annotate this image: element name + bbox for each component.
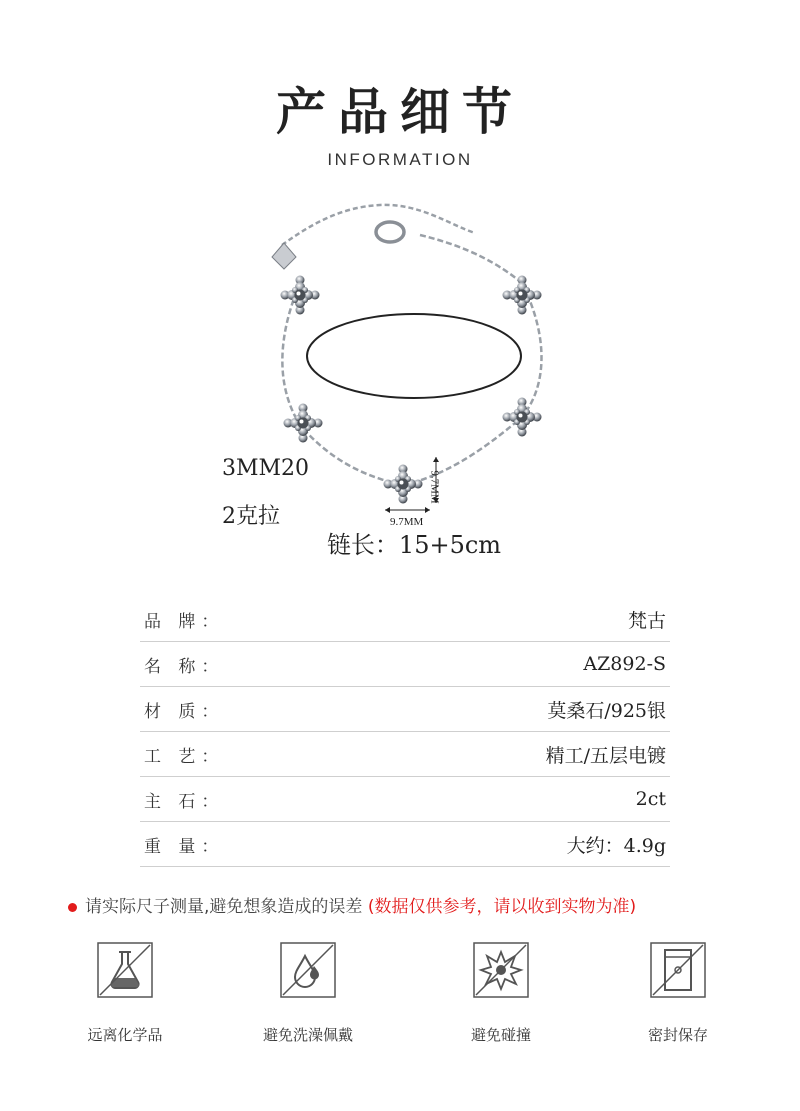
- spec-value: 大约：4.9g: [566, 834, 666, 857]
- impact-burst-icon: [471, 940, 531, 1000]
- care-label: 远离化学品: [87, 1026, 163, 1044]
- spec-key: 名 称：: [144, 656, 225, 677]
- width-dimension: 9.7MM: [390, 516, 424, 528]
- measurement-notice: [68, 892, 768, 917]
- care-label: 密封保存: [647, 1026, 708, 1044]
- care-item-sealed: [598, 940, 758, 1045]
- spec-key: 材 质：: [144, 701, 225, 722]
- bullet-dot-icon: [68, 903, 77, 912]
- spec-value: 精工/五层电镀: [545, 744, 666, 767]
- product-illustration: [0, 185, 800, 559]
- spec-value: 莫桑石/925银: [547, 699, 666, 722]
- spec-row-brand: [140, 597, 670, 642]
- spec-key: 主 石：: [144, 791, 225, 812]
- care-item-water: [228, 940, 388, 1045]
- care-item-chemicals: [45, 940, 205, 1045]
- stone-weight-note: 2克拉: [222, 504, 280, 529]
- spec-key: 工 艺：: [144, 746, 225, 767]
- chemical-flask-icon: [95, 940, 155, 1000]
- height-dimension: 9.7MM: [428, 470, 441, 504]
- page-title: 产品细节: [276, 83, 524, 141]
- care-label: 避免碰撞: [470, 1026, 531, 1044]
- care-instructions: [0, 940, 800, 1060]
- care-item-impact: [421, 940, 581, 1045]
- spec-value: AZ892-S: [583, 653, 666, 675]
- notice-text: 请实际尺子测量,避免想象造成的误差: [85, 897, 363, 917]
- spec-row-weight: [140, 822, 670, 867]
- sealed-bag-icon: [648, 940, 708, 1000]
- spec-row-name: [140, 642, 670, 687]
- water-drop-icon: [278, 940, 338, 1000]
- care-label: 避免洗澡佩戴: [262, 1026, 353, 1044]
- spec-key: 重 量：: [144, 836, 225, 857]
- spec-table: [140, 597, 670, 867]
- notice-highlight: (数据仅供参考，请以收到实物为准): [367, 897, 637, 917]
- spec-value: 梵古: [627, 609, 666, 632]
- bracelet-image: [0, 185, 800, 545]
- spec-key: 品 牌：: [144, 611, 225, 632]
- chain-length-label: 链长：15+5cm: [326, 530, 502, 559]
- spec-value: 2ct: [635, 788, 666, 810]
- stone-size-note: 3MM20: [222, 456, 310, 481]
- page-subtitle: INFORMATION: [327, 150, 473, 169]
- spec-row-stone: [140, 777, 670, 822]
- spec-row-material: [140, 687, 670, 732]
- spec-row-craft: [140, 732, 670, 777]
